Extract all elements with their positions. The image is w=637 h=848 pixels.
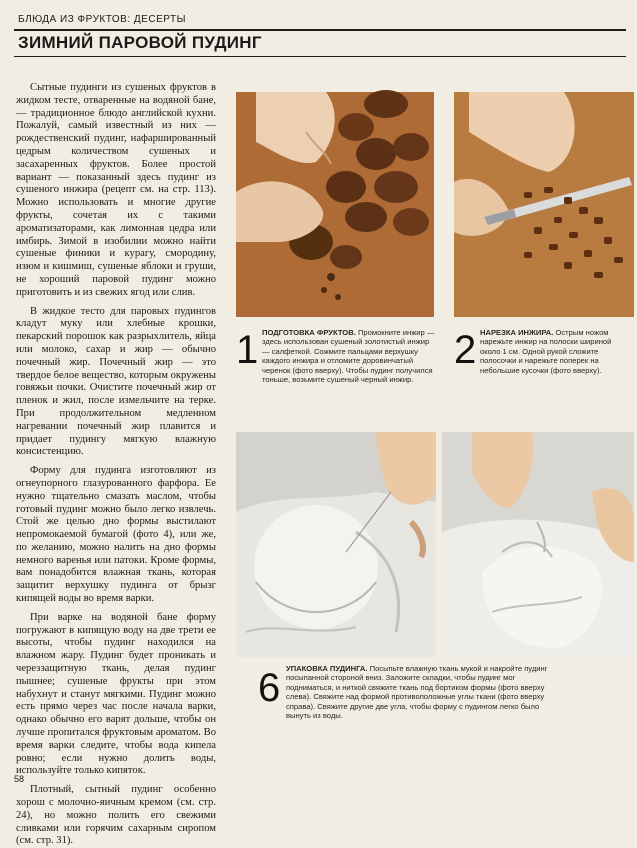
step-1-heading: ПОДГОТОВКА ФРУКТОВ. bbox=[262, 328, 356, 337]
step-2-text: Острым ножом нарежьте инжир на полоски шириной около 1 см. Одной рукой сложите полосочки и нарежьте поперек на небольшие кусочки (фото вверху). bbox=[480, 328, 612, 375]
photo-chopping-figs bbox=[454, 92, 634, 317]
page-number: 58 bbox=[14, 774, 25, 784]
photo-preparing-figs bbox=[236, 92, 434, 317]
step-6-number: 6 bbox=[258, 666, 281, 710]
body-paragraph-4: При варке на водяной бане форму погружают в кипящую воду на две трети ее высоты, чтобы пудинг находился на влажном жару. Пудинг будет проникать и череззащитную ткань, делая пудинг пышнее; сушеные фрукты при этом набухнут и станут мягкими. Пудинг можно есть прямо через час после начала варки, однако обычно его варят дольше, чтобы он лучше пропитался фруктовым ароматом. Во время варки следите, чтобы вода кипела ровно; если нужно долить воды, используйте только кипяток. bbox=[16, 611, 216, 777]
body-paragraph-2: В жидкое тесто для паровых пудингов кладут муку или хлебные крошки, пекарский порошок как разрыхлитель, яйца или молоко, сахар и жир — обычно почечный жир. Почечный жир — это твердое белое вещество, которым окружены говяжьи почки. Очистите почечный жир от пленок и жил, после измельчите на терке. При продолжительном медленном нагревании почечный жир плавится и придает пудингу мягкую влажную консистенцию. bbox=[16, 305, 216, 458]
step-1-caption bbox=[262, 328, 438, 384]
step-2-caption bbox=[480, 328, 630, 375]
step-6-caption bbox=[260, 664, 556, 720]
page-title: ЗИМНИЙ ПАРОВОЙ ПУДИНГ bbox=[18, 33, 262, 52]
photo-wrapping-pudding-right bbox=[442, 432, 634, 657]
step-1-number: 1 bbox=[236, 328, 259, 372]
body-paragraph-1: Сытные пудинги из сушеных фруктов в жидком тесте, отваренные на водяной бане, — традиционное блюдо английской кухни. Пожалуй, самый известный из них — рождественский пудинг, нафаршированный цедрым количеством сушеных и засахаренных фруктов. Более простой вариант — показанный здесь пудинг из сушеного инжира (рецепт см. на стр. 113). Можно использовать и многие другие фрукты, сочетая их с такими ароматизаторами, как лимонная цедра или имбирь. Зимой в изобилии можно найти сушеные финики и курагу, смородину, изюм и кишмиш, сушеные яблоки и груши, не хороший паровой пудинг можно приготовить и из свежих ягод или слив. bbox=[16, 82, 216, 298]
body-paragraph-5: Плотный, сытный пудинг особенно хорош с молочно-яичным кремом (см. стр. 24), но можно полить его свежими сливками или горячим сахарным сиропом (см. стр. 31). bbox=[16, 784, 216, 847]
section-label: БЛЮДА ИЗ ФРУКТОВ: ДЕСЕРТЫ bbox=[18, 14, 186, 25]
step-2-number: 2 bbox=[454, 328, 477, 372]
step-2-heading: НАРЕЗКА ИНЖИРА. bbox=[480, 328, 554, 337]
photo-wrapping-pudding-left bbox=[236, 432, 436, 657]
title-rule bbox=[14, 56, 626, 57]
step-1-text: Промокните инжир — здесь использован сушеный золотистый инжир — салфеткой. Сожмите пальцами верхушку каждого инжира и отломите доровинчатый черенок (фото вверху). Чтобы пудинг получился тоньше, возьмите сушеный черный инжир. bbox=[262, 328, 435, 385]
body-paragraph-3: Форму для пудинга изготовляют из огнеупорного глазурованного фарфора. Ее нужно тщательно смазать маслом, чтобы готовый пудинг можно было легко извлечь. Стой же целью дно формы выстилают непромокаемой бумагой (фото 4), или же, по желанию, можно налить на дно формы немного варенья или патоки. Кроме формы, вам понадобится влажная ткань, которая защитит верхушку пудинга от брызг кипящей воды во время варки. bbox=[16, 465, 216, 605]
step-6-text: Посыпьте влажную ткань мукой и накройте пудинг посыпанной стороной вниз. Заложите складки, чтобы пудинг мог подниматься, и ниткой свяжите ткань под бортиком формы (фото вверху слева). Свяжите над формой противоположные углы ткани (фото вверху справа). Свяжите другие две угла, чтобы форму с пудингом легко было вынуть из воды. bbox=[286, 664, 548, 721]
header-rule bbox=[14, 29, 626, 31]
step-6-heading: УПАКОВКА ПУДИНГА. bbox=[286, 664, 368, 673]
